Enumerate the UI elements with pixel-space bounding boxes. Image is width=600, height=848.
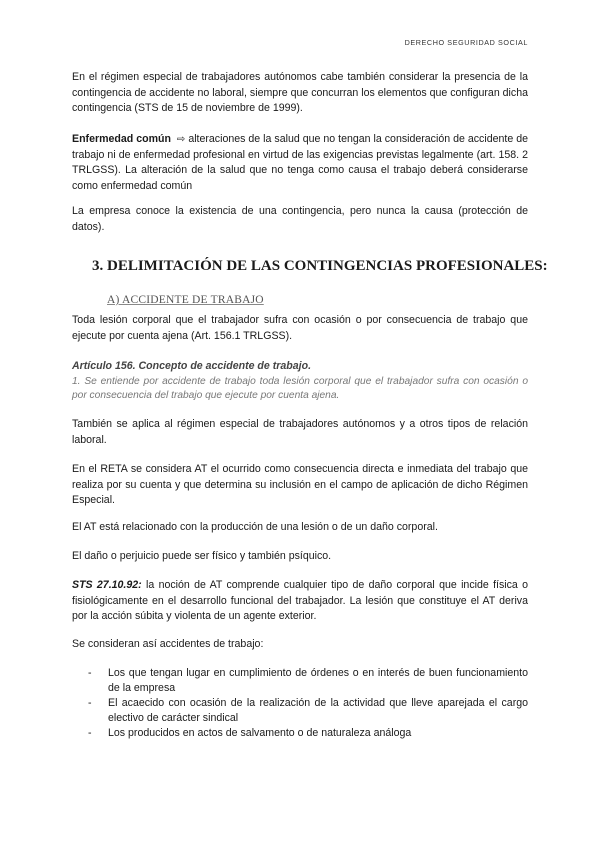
paragraph-dano: El daño o perjuicio puede ser físico y también psíquico. — [72, 550, 332, 562]
article-body: 1. Se entiende por accidente de trabajo toda lesión corporal que el trabajador sufra con ocasión o por consecuencia del trabajo que ejecute por cuenta ajena. — [72, 375, 528, 401]
list-item-text: Los producidos en actos de salvamento o de naturaleza análoga — [108, 727, 412, 739]
subsection-heading: A) ACCIDENTE DE TRABAJO — [107, 294, 264, 306]
list-marker: - — [88, 727, 92, 739]
sts-reference: STS 27.10.92: — [72, 579, 142, 591]
sts-text: la noción de AT comprende cualquier tipo de daño corporal que incide física o fisiológicamente en el desarrollo funcional del trabajador. La lesión que constituye el AT deriva por la acción súbita y violenta de un agente exterior. — [72, 579, 528, 622]
list-item-text: Los que tengan lugar en cumplimiento de órdenes o en interés de buen funcionamiento de la empresa — [108, 667, 528, 694]
paragraph-enfermedad-comun — [72, 132, 528, 194]
accidentes-list — [88, 666, 528, 741]
list-marker: - — [88, 697, 92, 709]
article-title: Artículo 156. Concepto de accidente de trabajo. — [72, 360, 312, 372]
page-header: DERECHO SEGURIDAD SOCIAL — [404, 38, 528, 47]
paragraph-se-consideran: Se consideran así accidentes de trabajo: — [72, 638, 264, 650]
list-item-text: El acaecido con ocasión de la realización de la actividad que lleve aparejada el cargo electivo de carácter sindical — [108, 697, 528, 724]
paragraph-sts — [72, 578, 528, 625]
list-item — [88, 666, 528, 696]
list-item — [88, 696, 528, 726]
paragraph-tambien: También se aplica al régimen especial de trabajadores autónomos y a otros tipos de relación laboral. — [72, 418, 528, 446]
paragraph-reta: En el RETA se considera AT el ocurrido como consecuencia directa e inmediata del trabajo que realiza por su cuenta y que determina su inclusión en el campo de aplicación de dicho Régimen Especial. — [72, 463, 528, 506]
list-marker: - — [88, 667, 92, 679]
paragraph-at-lesion: El AT está relacionado con la producción de una lesión o de un daño corporal. — [72, 521, 438, 533]
paragraph-empresa: La empresa conoce la existencia de una contingencia, pero nunca la causa (protección de datos). — [72, 205, 528, 233]
section-heading: 3. DELIMITACIÓN DE LAS CONTINGENCIAS PROFESIONALES: — [92, 258, 548, 274]
article-quote — [72, 359, 528, 404]
definition-enfermedad-comun: alteraciones de la salud que no tengan la consideración de accidente de trabajo ni de enfermedad profesional en virtud de las exigencias previstas legalmente (art. 158. 2 TRLGSS). La alteración de la salud que no tenga como causa el trabajo deberá considerarse como enfermedad común — [72, 133, 528, 192]
arrow-icon: ⇨ — [176, 134, 186, 145]
paragraph-definicion-at: Toda lesión corporal que el trabajador sufra con ocasión o por consecuencia de trabajo que ejecute por cuenta ajena (Art. 156.1 TRLGSS). — [72, 314, 528, 342]
term-enfermedad-comun: Enfermedad común — [72, 133, 171, 145]
list-item — [88, 726, 528, 741]
paragraph-autonomos: En el régimen especial de trabajadores autónomos cabe también considerar la presencia de la contingencia de accidente no laboral, siempre que concurran los elementos que configuran dicha contingencia (STS de 15 de noviembre de 1999). — [72, 71, 528, 114]
